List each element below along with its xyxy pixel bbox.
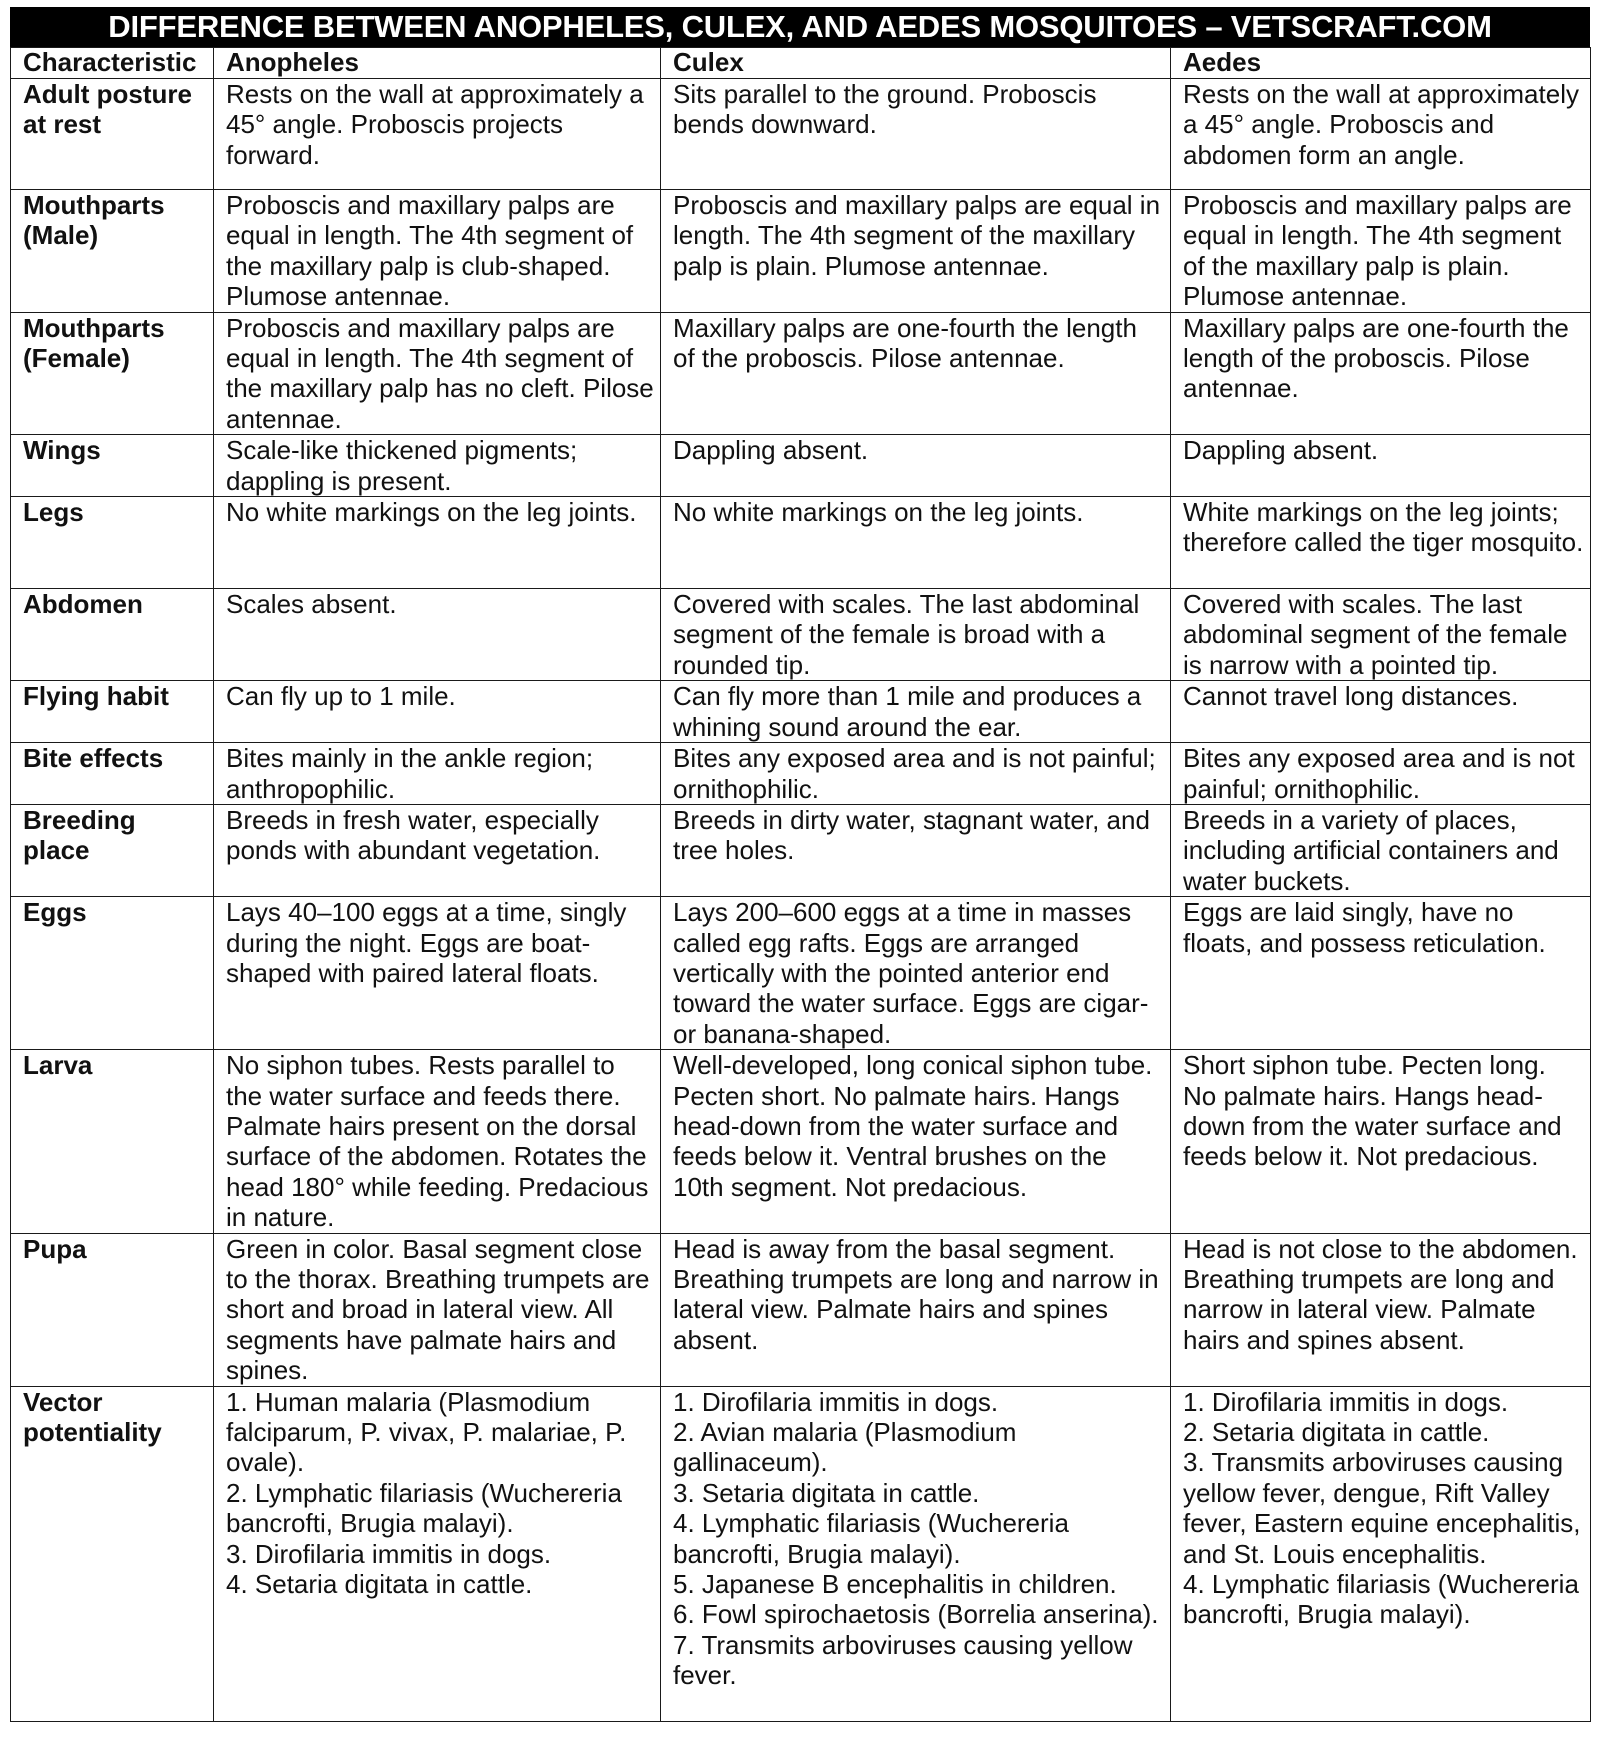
row-label: Bite effects xyxy=(11,743,214,805)
comparison-table xyxy=(10,47,1591,1722)
row-label: Mouthparts (Male) xyxy=(11,190,214,313)
anopheles-cell: Lays 40–100 eggs at a time, singly during the night. Eggs are boat-shaped with paired lateral floats. xyxy=(214,897,661,1050)
anopheles-cell: 1. Human malaria (Plasmodium falciparum, P. vivax, P. malariae, P. ovale). 2. Lymphatic filariasis (Wuchereria bancrofti, Brugia malayi). 3. Dirofilaria immitis in dogs. 4. Setaria digitata in cattle. xyxy=(214,1386,661,1721)
table-row xyxy=(11,681,1591,743)
table-row xyxy=(11,1233,1591,1386)
column-header-anopheles: Anopheles xyxy=(214,48,661,79)
row-label: Wings xyxy=(11,435,214,497)
aedes-cell: Dappling absent. xyxy=(1171,435,1591,497)
table-row xyxy=(11,312,1591,435)
row-label: Vector potentiality xyxy=(11,1386,214,1721)
table-header-row xyxy=(11,48,1591,79)
anopheles-cell: Can fly up to 1 mile. xyxy=(214,681,661,743)
culex-cell: Dappling absent. xyxy=(661,435,1171,497)
column-header-characteristic: Characteristic xyxy=(11,48,214,79)
table-row xyxy=(11,79,1591,190)
row-label: Abdomen xyxy=(11,589,214,681)
column-header-aedes: Aedes xyxy=(1171,48,1591,79)
anopheles-cell: Rests on the wall at approximately a 45° angle. Proboscis projects forward. xyxy=(214,79,661,190)
table-row xyxy=(11,497,1591,589)
anopheles-cell: Bites mainly in the ankle region; anthropophilic. xyxy=(214,743,661,805)
anopheles-cell: Scale-like thickened pigments; dappling is present. xyxy=(214,435,661,497)
culex-cell: Breeds in dirty water, stagnant water, and tree holes. xyxy=(661,804,1171,896)
table-row xyxy=(11,435,1591,497)
anopheles-cell: Proboscis and maxillary palps are equal in length. The 4th segment of the maxillary palp is club-shaped. Plumose antennae. xyxy=(214,190,661,313)
aedes-cell: Bites any exposed area and is not painful; ornithophilic. xyxy=(1171,743,1591,805)
table-row xyxy=(11,1386,1591,1721)
culex-cell: Sits parallel to the ground. Proboscis bends downward. xyxy=(661,79,1171,190)
aedes-cell: Maxillary palps are one-fourth the length of the proboscis. Pilose antennae. xyxy=(1171,312,1591,435)
aedes-cell: Eggs are laid singly, have no floats, and possess reticulation. xyxy=(1171,897,1591,1050)
culex-cell: Bites any exposed area and is not painful; ornithophilic. xyxy=(661,743,1171,805)
table-row xyxy=(11,804,1591,896)
comparison-sheet xyxy=(10,7,1590,1722)
anopheles-cell: Green in color. Basal segment close to the thorax. Breathing trumpets are short and broad in lateral view. All segments have palmate hairs and spines. xyxy=(214,1233,661,1386)
page-title: DIFFERENCE BETWEEN ANOPHELES, CULEX, AND AEDES MOSQUITOES – VETSCRAFT.COM xyxy=(10,7,1590,47)
anopheles-cell: No siphon tubes. Rests parallel to the water surface and feeds there. Palmate hairs present on the dorsal surface of the abdomen. Rotates the head 180° while feeding. Predacious in nature. xyxy=(214,1050,661,1233)
table-row xyxy=(11,589,1591,681)
culex-cell: Covered with scales. The last abdominal segment of the female is broad with a rounded tip. xyxy=(661,589,1171,681)
table-row xyxy=(11,897,1591,1050)
table-row xyxy=(11,1050,1591,1233)
table-row xyxy=(11,190,1591,313)
row-label: Flying habit xyxy=(11,681,214,743)
culex-cell: 1. Dirofilaria immitis in dogs. 2. Avian malaria (Plasmodium gallinaceum). 3. Setaria digitata in cattle. 4. Lymphatic filariasis (Wuchereria bancrofti, Brugia malayi). 5. Japanese B encephalitis in children. 6. Fowl spirochaetosis (Borrelia anserina). 7. Transmits arboviruses causing yellow fever. xyxy=(661,1386,1171,1721)
aedes-cell: 1. Dirofilaria immitis in dogs. 2. Setaria digitata in cattle. 3. Transmits arboviruses causing yellow fever, dengue, Rift Valley fever, Eastern equine encephalitis, and St. Louis encephalitis. 4. Lymphatic filariasis (Wuchereria bancrofti, Brugia malayi). xyxy=(1171,1386,1591,1721)
aedes-cell: Proboscis and maxillary palps are equal in length. The 4th segment of the maxillary palp is plain. Plumose antennae. xyxy=(1171,190,1591,313)
aedes-cell: Rests on the wall at approximately a 45° angle. Proboscis and abdomen form an angle. xyxy=(1171,79,1591,190)
culex-cell: Head is away from the basal segment. Breathing trumpets are long and narrow in lateral view. Palmate hairs and spines absent. xyxy=(661,1233,1171,1386)
culex-cell: Lays 200–600 eggs at a time in masses called egg rafts. Eggs are arranged vertically with the pointed anterior end toward the water surface. Eggs are cigar- or banana-shaped. xyxy=(661,897,1171,1050)
culex-cell: Maxillary palps are one-fourth the length of the proboscis. Pilose antennae. xyxy=(661,312,1171,435)
aedes-cell: Covered with scales. The last abdominal segment of the female is narrow with a pointed tip. xyxy=(1171,589,1591,681)
table-row xyxy=(11,743,1591,805)
aedes-cell: Cannot travel long distances. xyxy=(1171,681,1591,743)
row-label: Eggs xyxy=(11,897,214,1050)
aedes-cell: Head is not close to the abdomen. Breathing trumpets are long and narrow in lateral view. Palmate hairs and spines absent. xyxy=(1171,1233,1591,1386)
row-label: Adult posture at rest xyxy=(11,79,214,190)
culex-cell: No white markings on the leg joints. xyxy=(661,497,1171,589)
culex-cell: Can fly more than 1 mile and produces a whining sound around the ear. xyxy=(661,681,1171,743)
anopheles-cell: Scales absent. xyxy=(214,589,661,681)
row-label: Mouthparts (Female) xyxy=(11,312,214,435)
column-header-culex: Culex xyxy=(661,48,1171,79)
anopheles-cell: Breeds in fresh water, especially ponds with abundant vegetation. xyxy=(214,804,661,896)
row-label: Pupa xyxy=(11,1233,214,1386)
row-label: Breeding place xyxy=(11,804,214,896)
aedes-cell: Breeds in a variety of places, including artificial containers and water buckets. xyxy=(1171,804,1591,896)
anopheles-cell: No white markings on the leg joints. xyxy=(214,497,661,589)
culex-cell: Well-developed, long conical siphon tube. Pecten short. No palmate hairs. Hangs head-down from the water surface and feeds below it. Ventral brushes on the 10th segment. Not predacious. xyxy=(661,1050,1171,1233)
aedes-cell: Short siphon tube. Pecten long. No palmate hairs. Hangs head-down from the water surface and feeds below it. Not predacious. xyxy=(1171,1050,1591,1233)
anopheles-cell: Proboscis and maxillary palps are equal in length. The 4th segment of the maxillary palp has no cleft. Pilose antennae. xyxy=(214,312,661,435)
aedes-cell: White markings on the leg joints; therefore called the tiger mosquito. xyxy=(1171,497,1591,589)
row-label: Legs xyxy=(11,497,214,589)
culex-cell: Proboscis and maxillary palps are equal in length. The 4th segment of the maxillary palp is plain. Plumose antennae. xyxy=(661,190,1171,313)
row-label: Larva xyxy=(11,1050,214,1233)
